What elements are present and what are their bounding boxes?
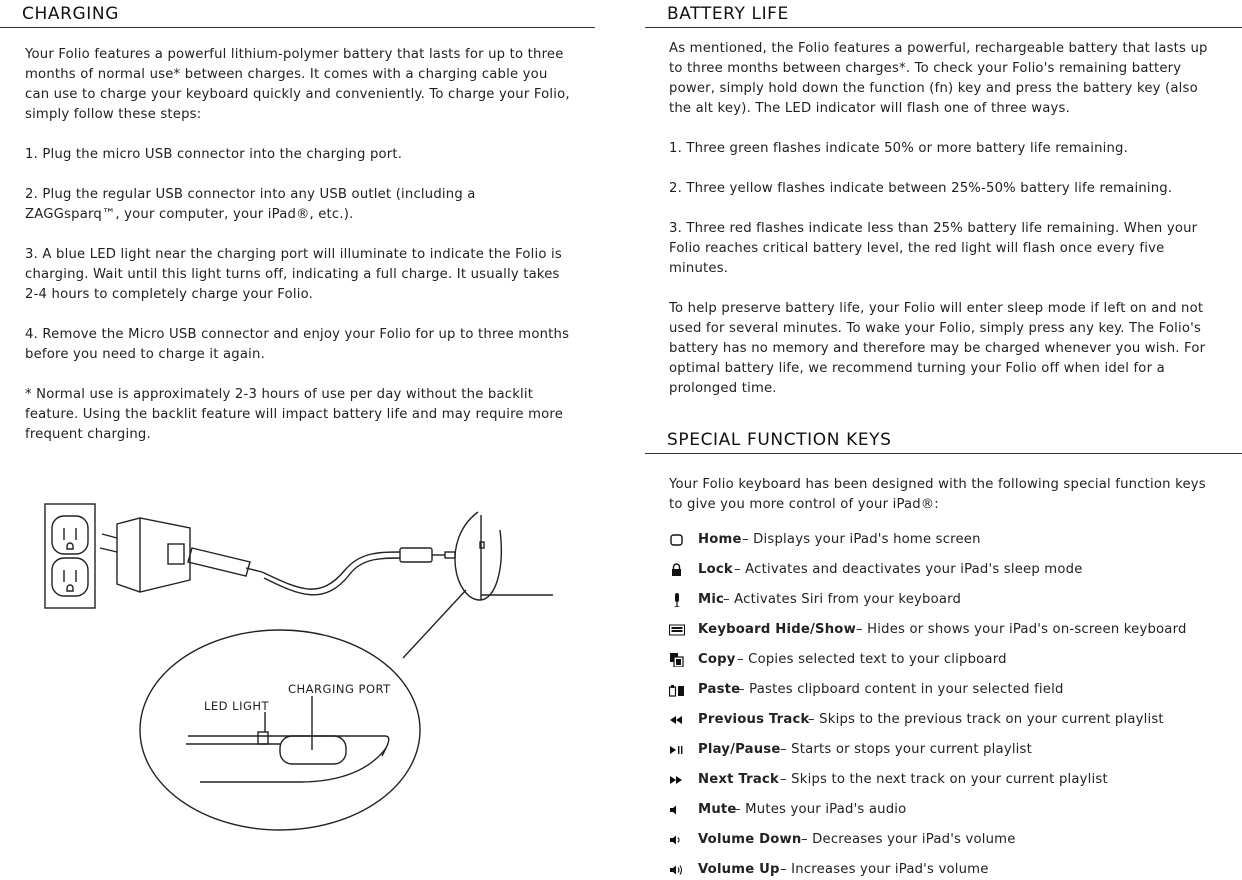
special-intro: Your Folio keyboard has been designed with the following special function keys to give you more control of your iPad®: bbox=[669, 477, 1206, 512]
mic-icon bbox=[669, 593, 685, 607]
previous-track-icon bbox=[669, 713, 685, 727]
step-number: 2. bbox=[25, 187, 38, 202]
play-pause-icon bbox=[669, 743, 685, 757]
key-desc: – Activates and deactivates your iPad's sleep mode bbox=[734, 562, 1083, 577]
key-name: Keyboard Hide/Show bbox=[698, 622, 856, 637]
key-desc: – Decreases your iPad's volume bbox=[801, 832, 1016, 847]
item-text: Three red flashes indicate less than 25% battery life remaining. When your Folio reaches critical battery level, the red light will flash once every five minutes. bbox=[669, 221, 1198, 276]
step-text: Plug the micro USB connector into the charging port. bbox=[42, 147, 403, 162]
key-name: Mic bbox=[698, 592, 725, 607]
led-light-label: LED LIGHT bbox=[204, 699, 270, 713]
battery-item-3 bbox=[669, 219, 1209, 279]
charging-step-2 bbox=[25, 185, 573, 225]
key-desc: – Starts or stops your current playlist bbox=[780, 742, 1032, 757]
key-name: Previous Track bbox=[698, 712, 810, 727]
key-name: Lock bbox=[698, 562, 733, 577]
copy-icon bbox=[669, 653, 685, 667]
item-text: Three green flashes indicate 50% or more battery life remaining. bbox=[686, 141, 1129, 156]
step-number: 4. bbox=[25, 327, 38, 342]
paste-icon bbox=[669, 683, 685, 697]
key-name: Next Track bbox=[698, 772, 779, 787]
zoom-detail-circle bbox=[140, 630, 420, 830]
key-name: Volume Up bbox=[698, 862, 780, 877]
keyboard-edge-icon bbox=[403, 512, 553, 658]
wall-outlet-icon bbox=[45, 504, 95, 608]
step-number: 3. bbox=[25, 247, 38, 262]
battery-item-2 bbox=[669, 179, 1221, 199]
step-text: A blue LED light near the charging port will illuminate to indicate the Folio is charging. Wait until this light turns off, indicating a full charge. It usually takes 2-4 hours to completely charge your Folio. bbox=[25, 247, 562, 302]
battery-item-1 bbox=[669, 139, 1221, 159]
lock-icon bbox=[669, 563, 685, 577]
charging-step-4 bbox=[25, 325, 573, 365]
charging-step-3 bbox=[25, 245, 577, 305]
section-heading-special-function-keys: SPECIAL FUNCTION KEYS bbox=[645, 427, 1242, 454]
charging-step-1 bbox=[25, 145, 573, 165]
usb-cable-icon bbox=[188, 548, 455, 595]
key-desc: – Copies selected text to your clipboard bbox=[737, 652, 1007, 667]
usb-charger-icon bbox=[100, 518, 190, 592]
keyboard-icon bbox=[669, 623, 685, 637]
item-number: 1. bbox=[669, 141, 682, 156]
step-text: Plug the regular USB connector into any USB outlet (including a ZAGGsparq™, your computer, your iPad®, etc.). bbox=[25, 187, 476, 222]
key-name: Copy bbox=[698, 652, 736, 667]
key-desc: – Activates Siri from your keyboard bbox=[723, 592, 962, 607]
section-heading-battery-life: BATTERY LIFE bbox=[645, 1, 1242, 28]
mute-icon bbox=[669, 803, 685, 817]
next-track-icon bbox=[669, 773, 685, 787]
key-desc: – Skips to the next track on your current playlist bbox=[780, 772, 1108, 787]
key-desc: – Displays your iPad's home screen bbox=[742, 532, 981, 547]
home-icon bbox=[669, 533, 685, 547]
battery-intro: As mentioned, the Folio features a powerful, rechargeable battery that lasts up to three months between charges*. To check your Folio's remaining battery power, simply hold down the function (fn) key and press the battery key (also the alt key). The LED indicator will flash one of three ways. bbox=[669, 41, 1208, 116]
battery-sleep-paragraph: To help preserve battery life, your Folio will enter sleep mode if left on and not used for several minutes. To wake your Folio, simply press any key. The Folio's battery has no memory and therefore may be charged whenever you wish. For optimal battery life, we recommend turning your Folio off when idel for a prolonged time. bbox=[669, 301, 1206, 396]
key-name: Play/Pause bbox=[698, 742, 781, 757]
key-name: Volume Down bbox=[698, 832, 802, 847]
charging-footnote: * Normal use is approximately 2-3 hours of use per day without the backlit feature. Using the backlit feature will impact battery life and may require more frequent charging. bbox=[25, 387, 564, 442]
key-name: Paste bbox=[698, 682, 741, 697]
volume-up-icon bbox=[669, 863, 685, 877]
key-desc: – Skips to the previous track on your current playlist bbox=[808, 712, 1164, 727]
key-desc: – Increases your iPad's volume bbox=[780, 862, 989, 877]
step-text: Remove the Micro USB connector and enjoy your Folio for up to three months before you need to charge it again. bbox=[25, 327, 570, 362]
item-number: 2. bbox=[669, 181, 682, 196]
key-name: Mute bbox=[698, 802, 737, 817]
key-desc: – Pastes clipboard content in your selected field bbox=[738, 682, 1064, 697]
charging-port-label: CHARGING PORT bbox=[288, 682, 391, 696]
charging-diagram bbox=[0, 500, 600, 860]
key-name: Home bbox=[698, 532, 742, 547]
step-number: 1. bbox=[25, 147, 38, 162]
item-number: 3. bbox=[669, 221, 682, 236]
key-desc: – Hides or shows your iPad's on-screen keyboard bbox=[856, 622, 1187, 637]
section-heading-charging: CHARGING bbox=[0, 1, 595, 28]
item-text: Three yellow flashes indicate between 25%-50% battery life remaining. bbox=[686, 181, 1173, 196]
volume-down-icon bbox=[669, 833, 685, 847]
key-desc: – Mutes your iPad's audio bbox=[734, 802, 907, 817]
charging-intro: Your Folio features a powerful lithium-polymer battery that lasts for up to three months of normal use* between charges. It comes with a charging cable you can use to charge your keyboard quickly and conveniently. To charge your Folio, simply follow these steps: bbox=[25, 47, 570, 122]
